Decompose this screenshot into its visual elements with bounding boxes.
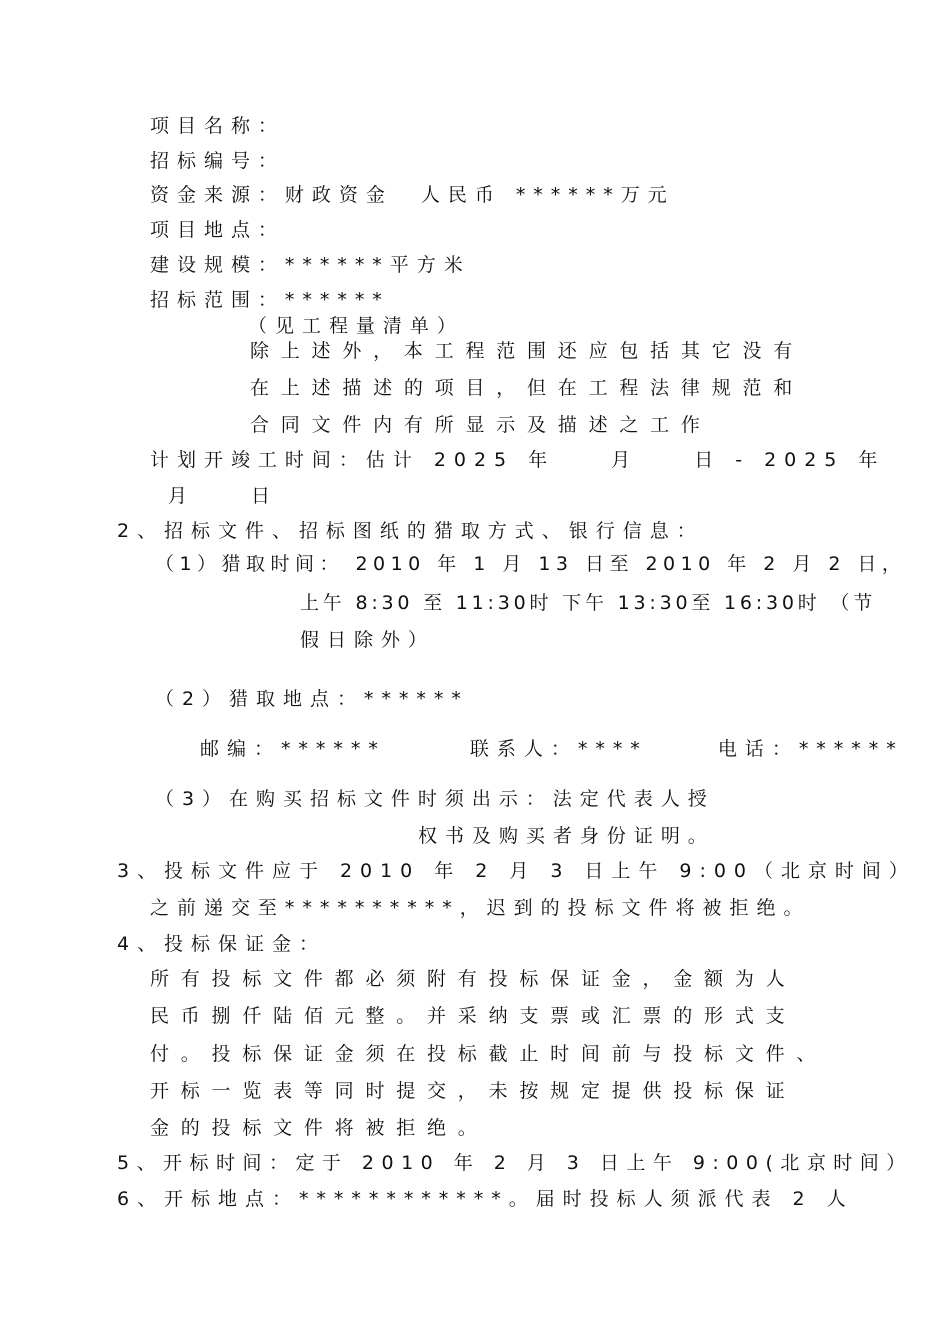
section-5: 5、开标时间：定于 2010 年 2 月 3 日上午 9:00(北京时间） [117, 1152, 913, 1174]
field-bid-number: 招标编号： [150, 150, 285, 172]
item-2-1-time-cont-2: 假日除外） [300, 629, 435, 651]
item-2-1-time-cont: 上午 8:30 至 11:30时 下午 13:30至 16:30时 （节 [300, 592, 877, 614]
item-2-1-time: （1）猎取时间： 2010 年 1 月 13 日至 2010 年 2 月 2 日， [155, 553, 907, 575]
item-2-3-documents: （3）在购买招标文件时须出示：法定代表人授 [155, 788, 715, 810]
contact-info: 邮编：****** 联系人：**** 电话：****** [200, 738, 904, 760]
item-2-3-documents-cont: 权书及购买者身份证明。 [418, 825, 715, 847]
section-3: 3、投标文件应于 2010 年 2 月 3 日上午 9:00（北京时间） [117, 860, 916, 882]
section-4-text-4: 开标一览表等同时提交，未按规定提供投标保证 [150, 1080, 797, 1102]
section-4-heading: 4、投标保证金： [117, 933, 326, 955]
item-2-2-location: （2）猎取地点：****** [155, 688, 469, 710]
scope-text-line-1: 除上述外，本工程范围还应包括其它没有 [250, 340, 805, 362]
section-4-text-1: 所有投标文件都必须附有投标保证金，金额为人 [150, 968, 797, 990]
field-project-name: 项目名称： [150, 115, 285, 137]
scope-text-line-2: 在上述描述的项目，但在工程法律规范和 [250, 377, 805, 399]
section-6: 6、开标地点：************。届时投标人须派代表 2 人 [117, 1188, 854, 1210]
section-4-text-2: 民币捌仟陆佰元整。并采纳支票或汇票的形式支 [150, 1005, 797, 1027]
field-schedule-cont: 月 日 [168, 485, 279, 507]
field-project-location: 项目地点： [150, 219, 285, 241]
scope-text-line-3: 合同文件内有所显示及描述之工作 [250, 414, 712, 436]
field-construction-scale: 建设规模：******平方米 [150, 254, 471, 276]
field-bid-scope: 招标范围：****** [150, 289, 390, 311]
scope-note: （见工程量清单） [248, 315, 464, 337]
section-4-text-5: 金的投标文件将被拒绝。 [150, 1117, 489, 1139]
field-fund-source: 资金来源：财政资金 人民币 ******万元 [150, 184, 675, 206]
field-schedule: 计划开竣工时间：估计 2025 年 月 日 - 2025 年 [150, 449, 886, 471]
section-2-heading: 2、招标文件、招标图纸的猎取方式、银行信息： [117, 520, 704, 542]
section-3-cont: 之前递交至**********，迟到的投标文件将被拒绝。 [150, 897, 811, 919]
section-4-text-3: 付。投标保证金须在投标截止时间前与投标文件、 [150, 1043, 828, 1065]
